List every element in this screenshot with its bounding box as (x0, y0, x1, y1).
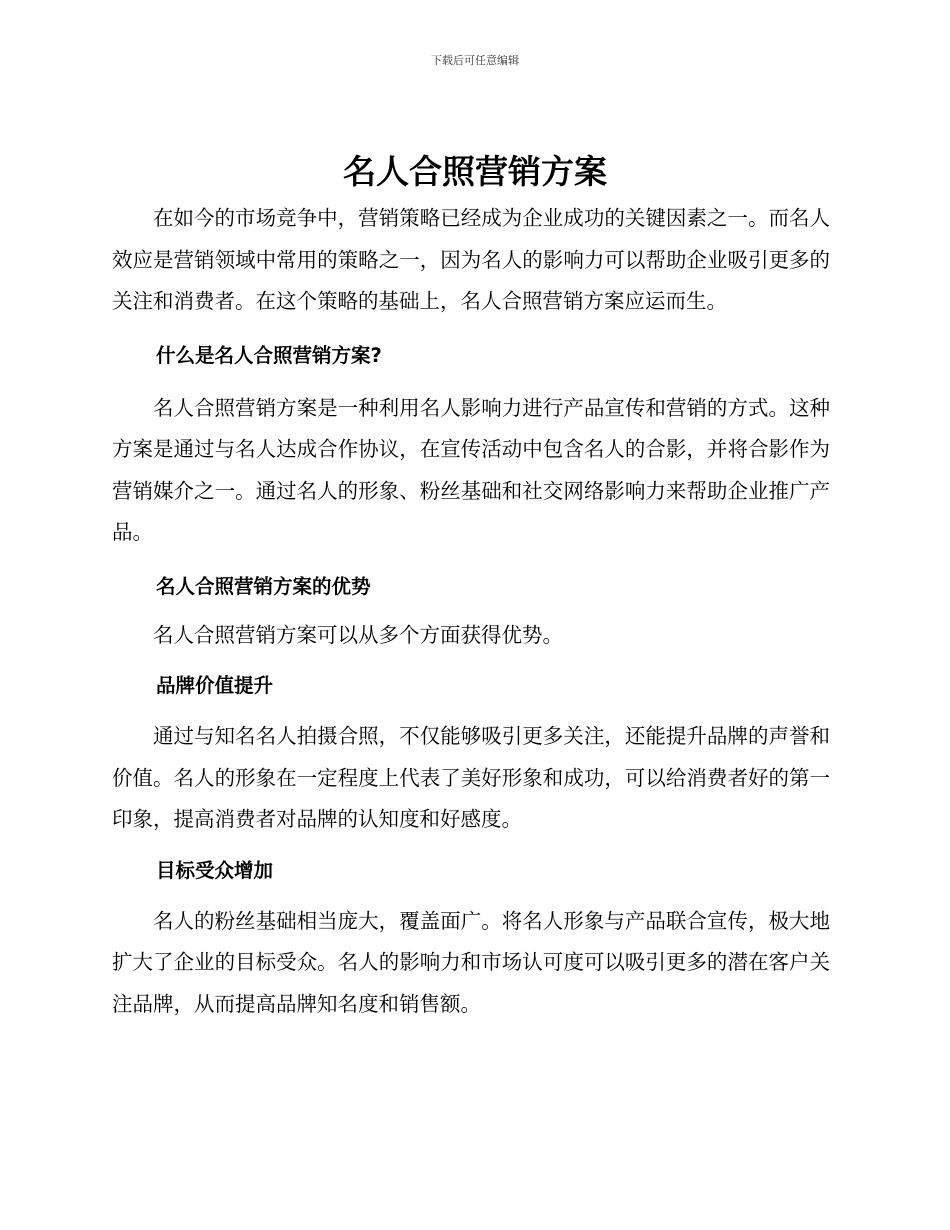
document-title: 名人合照营销方案 (343, 152, 607, 191)
section-paragraph-what-is: 名人合照营销方案是一种利用名人影响力进行产品宣传和营销的方式。这种方案是通过与名人达成合作协议，在宣传活动中包含名人的合影，并将合影作为营销媒介之一。通过名人的形象、粉丝基础和社交网络影响力来帮助企业推广产品。 (112, 395, 830, 544)
section-paragraph-advantages: 名人合照营销方案可以从多个方面获得优势。 (153, 622, 563, 647)
header-note: 下载后可任意编辑 (431, 54, 519, 67)
section-heading-target-audience: 目标受众增加 (156, 858, 274, 882)
document-body (112, 198, 830, 1025)
section-paragraph-brand-value: 通过与知名名人拍摄合照，不仅能够吸引更多关注，还能提升品牌的声誉和价值。名人的形象在一定程度上代表了美好形象和成功，可以给消费者好的第一印象，提高消费者对品牌的认知度和好感度。 (112, 724, 830, 831)
intro-paragraph: 在如今的市场竞争中，营销策略已经成为企业成功的关键因素之一。而名人效应是营销领域中常用的策略之一，因为名人的影响力可以帮助企业吸引更多的关注和消费者。在这个策略的基础上，名人合照营销方案应运而生。 (112, 206, 830, 313)
section-paragraph-target-audience: 名人的粉丝基础相当庞大，覆盖面广。将名人形象与产品联合宣传，极大地扩大了企业的目标受众。名人的影响力和市场认可度可以吸引更多的潜在客户关注品牌，从而提高品牌知名度和销售额。 (112, 908, 830, 1016)
section-heading-brand-value: 品牌价值提升 (156, 674, 274, 697)
section-heading-what-is: 什么是名人合照营销方案? (156, 343, 382, 367)
section-heading-advantages: 名人合照营销方案的优势 (156, 574, 371, 598)
